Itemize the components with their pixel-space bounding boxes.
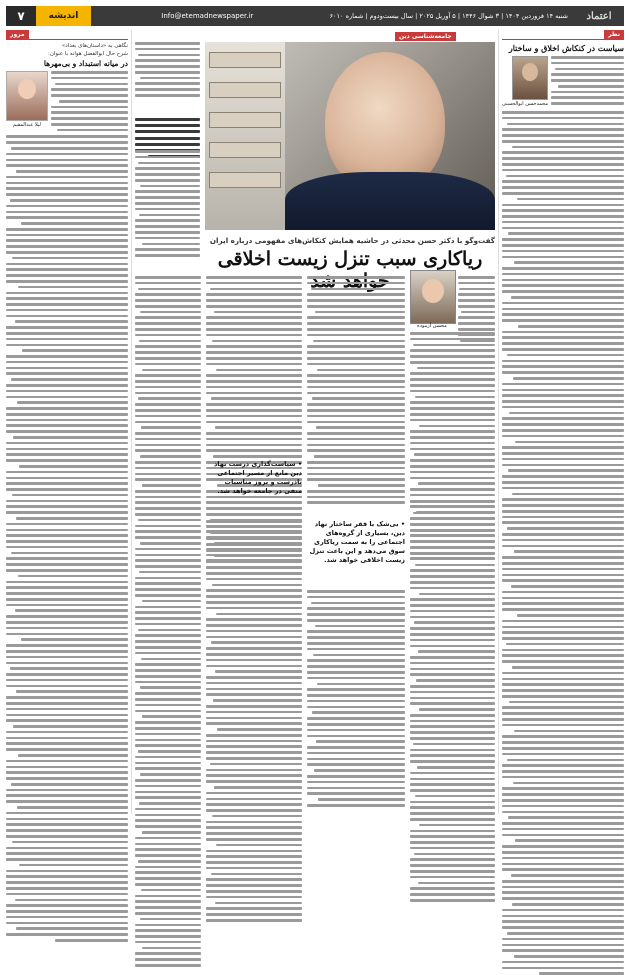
- issue-date: شنبه ۱۴ فروردین ۱۴۰۴ | ۳ شوال ۱۴۴۶ | ۵ آوریل ۲۰۲۵ | سال بیست‌ودوم | شماره ۶۰۱۰: [329, 12, 568, 20]
- interview-side-text-2: [135, 150, 200, 257]
- review-author-photo: [6, 71, 48, 121]
- review-body: [6, 135, 128, 941]
- opinion-tag: نظر: [604, 30, 624, 39]
- opinion-lede: [551, 56, 624, 105]
- opinion-author-photo: [512, 56, 548, 100]
- interviewer-name: محسن آزموده: [417, 323, 447, 329]
- page-number: ۷: [6, 6, 36, 26]
- article-col-1-bottom: [410, 500, 495, 902]
- article-headline: ریاکاری سبب تنزل زیست اخلاقی: [217, 248, 483, 270]
- section-label: اندیشه: [36, 6, 91, 26]
- review-subtitle-2: شرح حال ابوالفضل هوانه با عنوان:: [48, 51, 128, 57]
- article-col-3: [206, 276, 302, 562]
- article-col-3-lower: [206, 520, 302, 922]
- pull-quote-2: • سیاست‌گذاری درست نهاد دین مانع از مسیر اجتماعی نادرست و بروز مناسبات منفی در جامعه خواهد شد.: [213, 460, 302, 495]
- interviewer-photo: [410, 270, 456, 324]
- article-col-2: [307, 276, 405, 504]
- article-kicker: گفت‌وگو با دکتر حسن محدثی در حاشیه همایش کنکاش‌های مفهومی درباره ایران: [209, 236, 495, 245]
- article-col-2-lower: [307, 590, 405, 807]
- opinion-body: [502, 111, 624, 975]
- contact-email[interactable]: Info@etemadnewspaper.ir: [161, 12, 254, 20]
- interview-side-text: [135, 42, 200, 97]
- opinion-author-name: محمدحسن ابوالحسنی: [502, 101, 549, 107]
- newspaper-logo: اعتماد: [586, 10, 612, 22]
- interviewee-photo: [205, 42, 495, 230]
- interview-tag: جامعه‌شناسی دین: [395, 32, 456, 41]
- article-col-4: [135, 276, 201, 967]
- review-subtitle: نگاهی به «داستان‌های بغداد»: [61, 43, 128, 49]
- opinion-column: [502, 30, 624, 814]
- review-tag: مرور: [6, 30, 29, 39]
- review-title: در میانه استبداد و بی‌مهرها: [43, 59, 128, 68]
- opinion-title: سیاست در کنکاش اخلاق و ساختار: [508, 43, 624, 53]
- review-author-name: لیلا عبدالمقیم: [13, 122, 41, 128]
- review-lede: [51, 71, 128, 131]
- pull-quote-1: • بی‌شک با فقر ساختار نهاد دین، بسیاری از گروه‌های اجتماعی را به سمت ریاکاری سوق می‌دهد و این باعث تنزل زیست اخلاقی خواهد شد.: [309, 520, 405, 564]
- page-header: [6, 6, 624, 26]
- review-column: [6, 30, 128, 814]
